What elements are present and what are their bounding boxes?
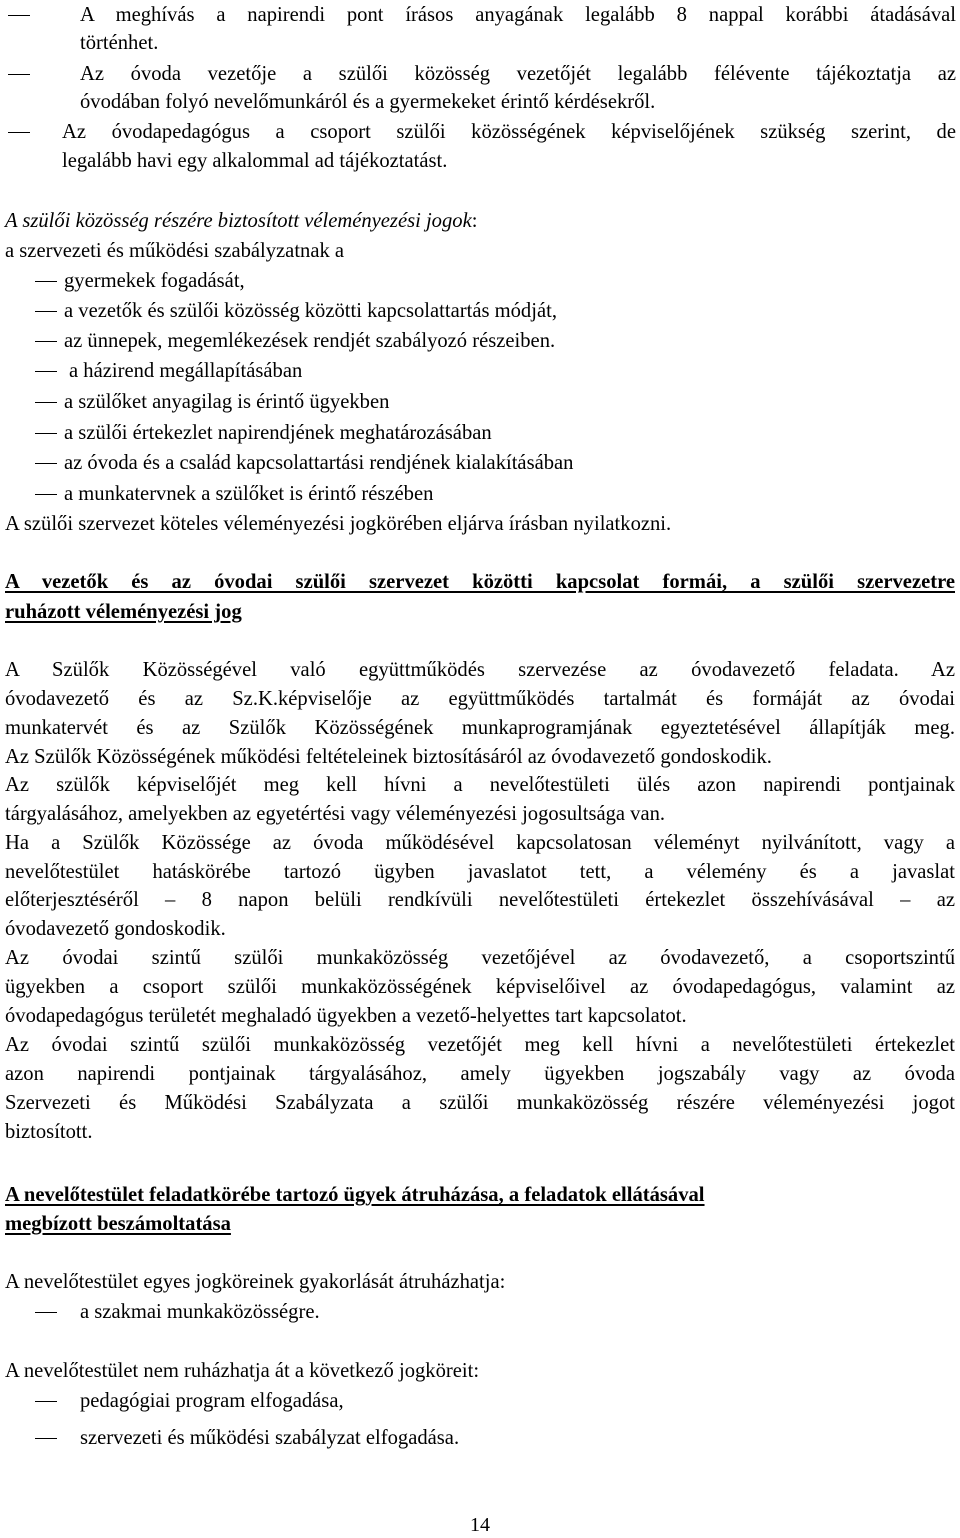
top-list-line-1: A meghívás a napirendi pont írásos anyagának legalább 8 nappal korábbi átadásával	[80, 4, 956, 26]
body-line-6: tárgyalásához, amelyekben az egyetértési vagy véleményezési jogosultsága van.	[5, 803, 666, 825]
body-line-3: munkatervét és az Szülők Közösségének munkaprogramjának egyeztetésével állapítják meg.	[5, 717, 955, 739]
rights-item-3: a szülői értekezlet napirendjének meghatározásában	[64, 422, 492, 444]
list-dash-8	[35, 387, 57, 417]
rights-sub-3: az ünnepek, megemlékezések rendjét szabályozó részeiben.	[64, 330, 556, 352]
nodelegate-item-1: pedagógiai program elfogadása,	[80, 1390, 344, 1412]
body-line-16: Szervezeti és Működési Szabályzata a szülői munkaközösség részére véleményezési jogot	[5, 1092, 955, 1114]
body-line-15: azon napirendi pontjainak tárgyalásához, amely ügyekben jogszabály vagy az óvoda	[5, 1063, 955, 1085]
rights-sub-2: a vezetők és szülői közösség közötti kapcsolattartás módját,	[64, 300, 557, 322]
page-number: 14	[470, 1514, 490, 1536]
body-line-11: Az óvodai szintű szülői munkaközösség vezetőjével az óvodavezető, a csoportszintű	[5, 947, 955, 969]
body-line-17: biztosított.	[5, 1121, 93, 1143]
list-dash-7	[35, 356, 57, 386]
delegate-intro: A nevelőtestület egyes jogköreinek gyakorlását átruházhatja:	[5, 1271, 506, 1293]
section-heading-2-line-2: megbízott beszámoltatása	[5, 1213, 231, 1235]
list-dash-11	[35, 479, 57, 509]
delegate-item-1: a szakmai munkaközösségre.	[80, 1301, 320, 1323]
list-dash-2	[8, 59, 30, 89]
list-dash-1	[8, 0, 30, 30]
top-list-line-5: Az óvodapedagógus a csoport szülői közösségének képviselőjének szükség szerint, de	[62, 121, 956, 143]
list-dash-4	[35, 266, 57, 296]
body-line-10: óvodavezető gondoskodik.	[5, 918, 226, 940]
body-line-5: Az szülők képviselőjét meg kell hívni a nevelőtestületi ülés azon napirendi pontjainak	[5, 774, 955, 796]
body-line-1: A Szülők Közösségével való együttműködés szervezése az óvodavezető feladata. Az	[5, 659, 955, 681]
body-line-4: Az Szülők Közösségének működési feltételeinek biztosításáról az óvodavezető gondoskodik.	[5, 746, 772, 768]
body-line-13: óvodapedagógus területét meghaladó ügyekben a vezető-helyettes tart kapcsolatot.	[5, 1005, 687, 1027]
rights-item-5: a munkatervnek a szülőket is érintő részében	[64, 483, 434, 505]
body-line-12: ügyekben a csoport szülői munkaközösségének képviselőivel az óvodapedagógus, valamint az	[5, 976, 955, 998]
nodelegate-intro: A nevelőtestület nem ruházhatja át a következő jogköreit:	[5, 1360, 480, 1382]
rights-item-2: a szülőket anyagilag is érintő ügyekben	[64, 391, 390, 413]
list-dash-3	[8, 117, 30, 147]
section-heading-2-line-1: A nevelőtestület feladatkörébe tartozó ügyek átruházása, a feladatok ellátásával	[5, 1184, 705, 1206]
list-dash-10	[35, 448, 57, 478]
list-dash-5	[35, 296, 57, 326]
top-list-line-6: legalább havi egy alkalommal ad tájékoztatást.	[62, 150, 448, 172]
list-dash-6	[35, 326, 57, 356]
top-list-line-2: történhet.	[80, 32, 159, 54]
list-dash-14	[35, 1423, 57, 1453]
body-line-7: Ha a Szülők Közössége az óvoda működésével kapcsolatosan véleményt nyilvánított, vagy a	[5, 832, 955, 854]
rights-intro: a szervezeti és működési szabályzatnak a	[5, 240, 345, 262]
rights-item-1: a házirend megállapításában	[69, 360, 303, 382]
top-list-line-3: Az óvoda vezetője a szülői közösség vezetőjét legalább félévente tájékoztatja az	[80, 63, 956, 85]
section-heading-1-line-2: ruházott véleményezési jog	[5, 601, 242, 623]
rights-closing: A szülői szervezet köteles véleményezési jogkörében eljárva írásban nyilatkozni.	[5, 513, 672, 535]
nodelegate-item-2: szervezeti és működési szabályzat elfogadása.	[80, 1427, 460, 1449]
list-dash-13	[35, 1386, 57, 1416]
body-line-8: nevelőtestület hatáskörébe tartozó ügyben javaslatot tett, a vélemény és a javaslat	[5, 861, 955, 883]
list-dash-9	[35, 418, 57, 448]
body-line-14: Az óvodai szintű szülői munkaközösség vezetőjét meg kell hívni a nevelőtestületi értekezlet	[5, 1034, 955, 1056]
rights-sub-1: gyermekek fogadását,	[64, 270, 245, 292]
section-heading-1-line-1: A vezetők és az óvodai szülői szervezet közötti kapcsolat formái, a szülői szervezetre	[5, 571, 955, 593]
body-line-9: előterjesztéséről – 8 napon belüli rendkívüli nevelőtestületi értekezlet összehívásával – az	[5, 889, 955, 911]
body-line-2: óvodavezető és az Sz.K.képviselője az együttműködés tartalmát és formáját az óvodai	[5, 688, 955, 710]
list-dash-12	[35, 1297, 57, 1327]
top-list-line-4: óvodában folyó nevelőmunkáról és a gyermekeket érintő kérdésekről.	[80, 91, 656, 113]
rights-item-4: az óvoda és a család kapcsolattartási rendjének kialakításában	[64, 452, 574, 474]
rights-title: A szülői közösség részére biztosított véleményezési jogok:	[5, 210, 478, 232]
